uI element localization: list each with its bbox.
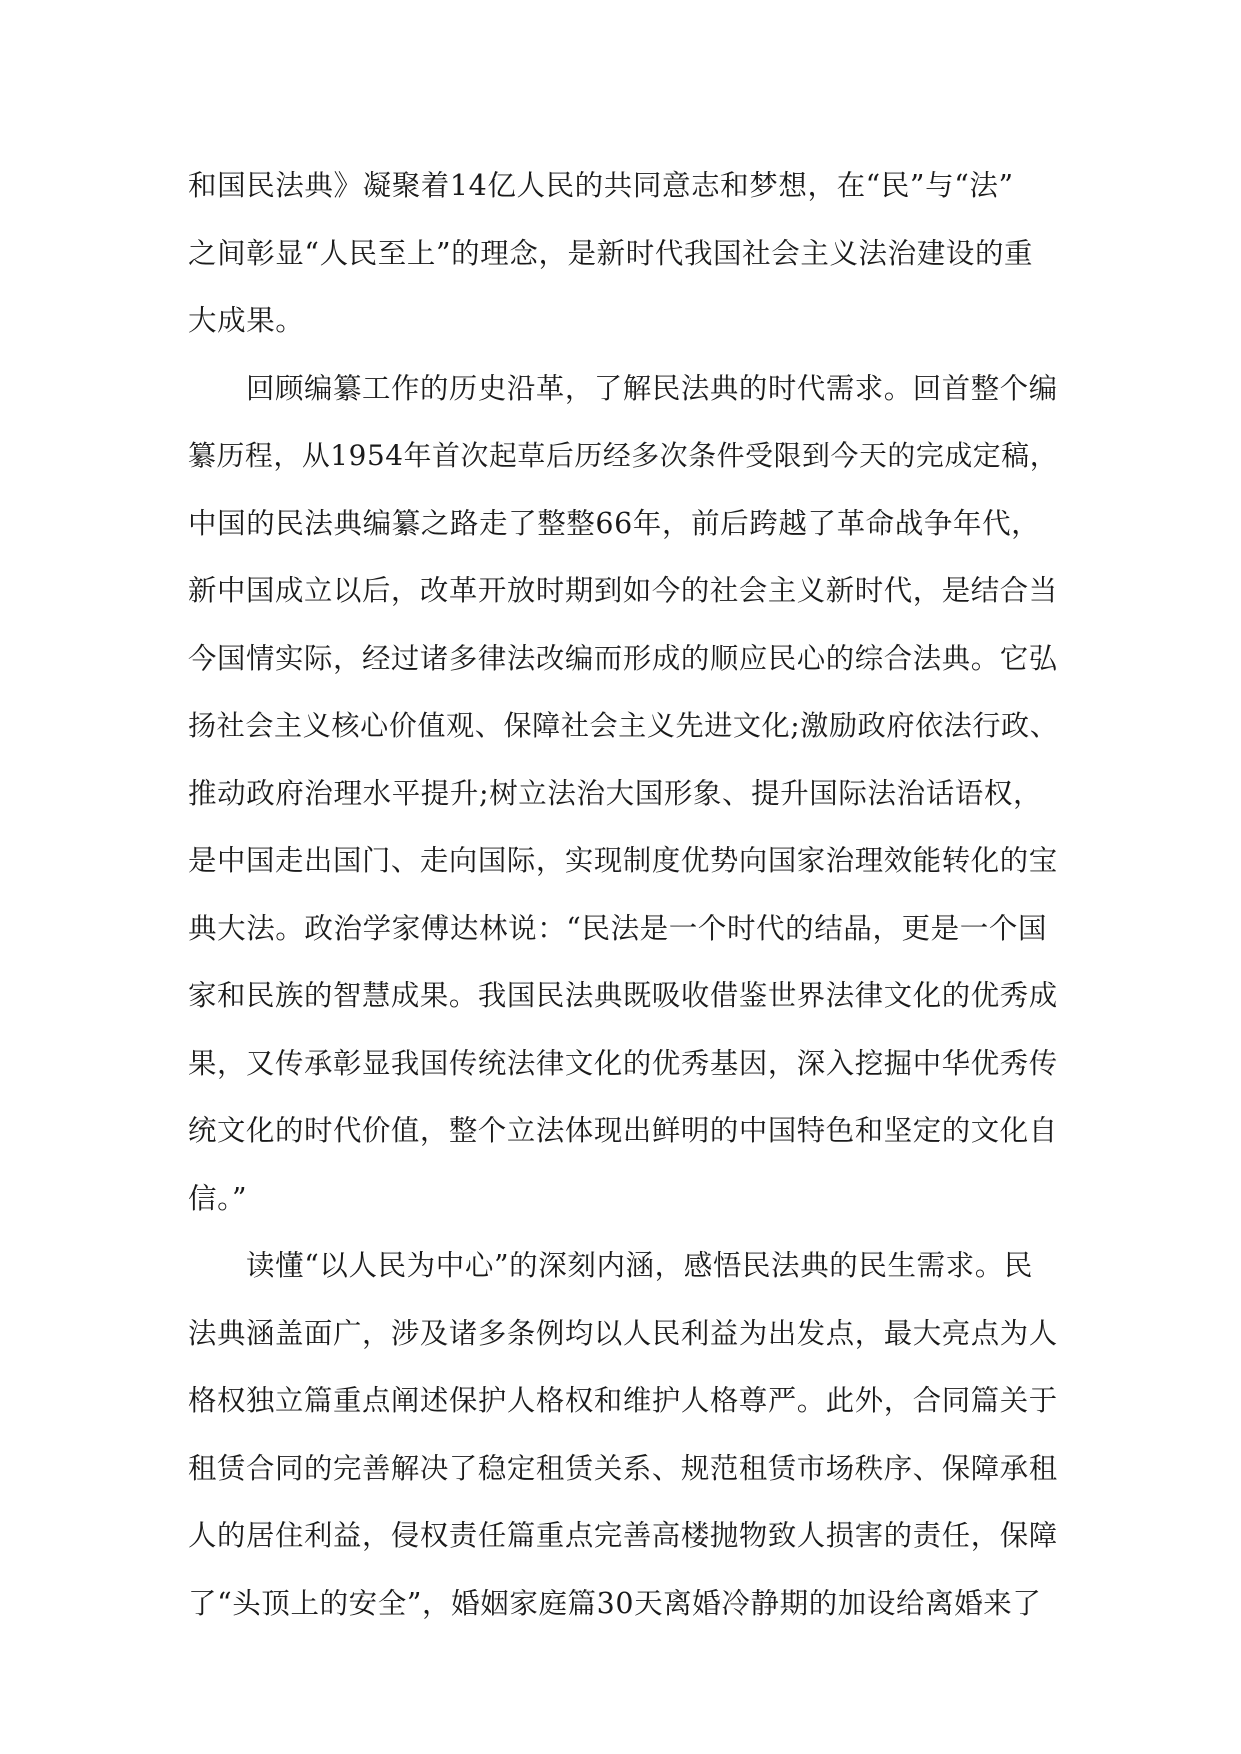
text-line: 家和民族的智慧成果。我国民法典既吸收借鉴世界法律文化的优秀成 bbox=[188, 979, 1058, 1012]
text-line: 新中国成立以后，改革开放时期到如今的社会主义新时代，是结合当 bbox=[188, 574, 1058, 607]
text-line: 和国民法典》凝聚着14亿人民的共同意志和梦想，在“民”与“法” bbox=[188, 169, 1014, 202]
text-line: 中国的民法典编纂之路走了整整66年，前后跨越了革命战争年代， bbox=[188, 506, 1041, 540]
text-line: 大成果。 bbox=[188, 304, 305, 337]
paragraph bbox=[188, 1232, 1058, 1637]
text-line: 人的居住利益，侵权责任篇重点完善高楼抛物致人损害的责任，保障 bbox=[188, 1519, 1058, 1552]
text-line: 读懂“以人民为中心”的深刻内涵，感悟民法典的民生需求。民 bbox=[246, 1249, 1033, 1282]
body-text bbox=[188, 152, 1058, 1637]
text-line: 是中国走出国门、走向国际，实现制度优势向国家治理效能转化的宝 bbox=[188, 844, 1058, 877]
text-line: 统文化的时代价值，整个立法体现出鲜明的中国特色和坚定的文化自 bbox=[188, 1114, 1058, 1147]
text-line: 租赁合同的完善解决了稳定租赁关系、规范租赁市场秩序、保障承租 bbox=[188, 1451, 1058, 1485]
text-line: 了“头顶上的安全”，婚姻家庭篇30天离婚冷静期的加设给离婚来了 bbox=[188, 1586, 1042, 1620]
paragraph bbox=[188, 152, 1058, 355]
paragraph bbox=[188, 355, 1058, 1233]
text-line: 回顾编纂工作的历史沿革，了解民法典的时代需求。回首整个编 bbox=[246, 371, 1058, 405]
text-line: 扬社会主义核心价值观、保障社会主义先进文化;激励政府依法行政、 bbox=[188, 709, 1059, 742]
text-line: 推动政府治理水平提升;树立法治大国形象、提升国际法治话语权， bbox=[188, 776, 1043, 810]
text-line: 典大法。政治学家傅达林说：“民法是一个时代的结晶，更是一个国 bbox=[188, 911, 1048, 945]
text-line: 之间彰显“人民至上”的理念，是新时代我国社会主义法治建设的重 bbox=[188, 236, 1034, 270]
text-line: 纂历程，从1954年首次起草后历经多次条件受限到今天的完成定稿， bbox=[188, 439, 1059, 472]
text-line: 今国情实际，经过诸多律法改编而形成的顺应民心的综合法典。它弘 bbox=[188, 641, 1058, 675]
text-line: 信。” bbox=[188, 1181, 248, 1215]
text-line: 格权独立篇重点阐述保护人格权和维护人格尊严。此外，合同篇关于 bbox=[188, 1384, 1058, 1417]
text-line: 法典涵盖面广，涉及诸多条例均以人民利益为出发点，最大亮点为人 bbox=[188, 1316, 1058, 1350]
text-line: 果，又传承彰显我国传统法律文化的优秀基因，深入挖掘中华优秀传 bbox=[188, 1046, 1058, 1080]
